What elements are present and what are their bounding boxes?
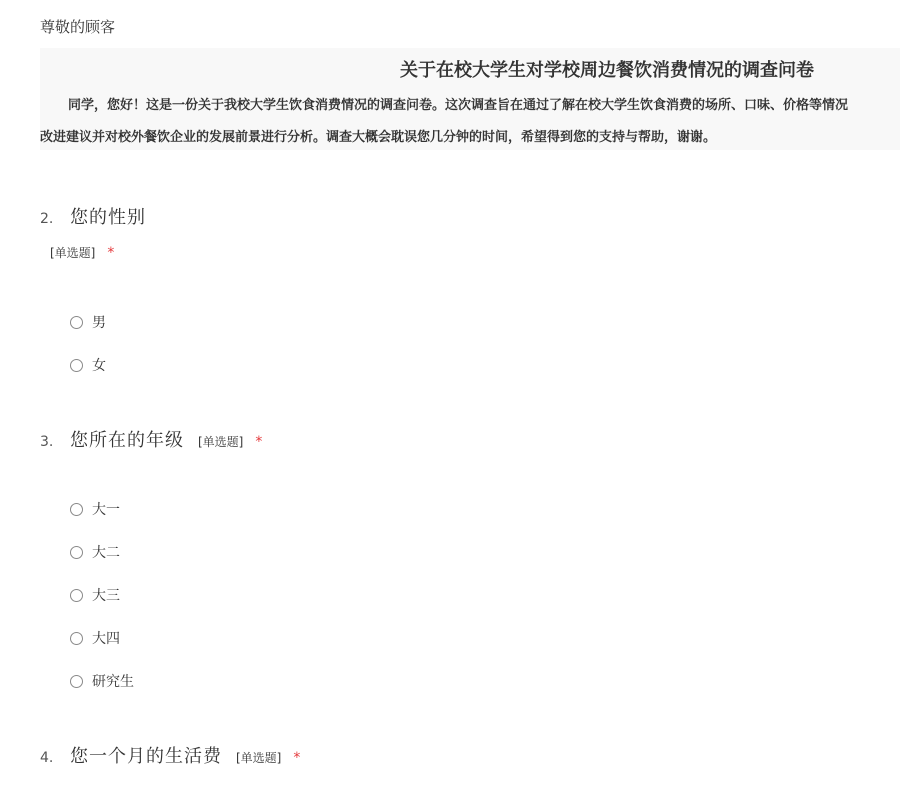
question-title: 您一个月的生活费 <box>70 746 222 767</box>
option-label: 研究生 <box>92 674 134 690</box>
survey-intro-line-1: 同学，您好！这是一份关于我校大学生饮食消费情况的调查问卷。这次调查旨在通过了解在校大学生饮食消费的场所、口味、价格等情况 <box>68 98 849 113</box>
question-type-label: [单选题] <box>198 435 244 449</box>
required-mark: * <box>107 245 115 261</box>
question-gender-type-line <box>50 242 114 261</box>
question-number: 3. <box>40 434 54 450</box>
option-label: 大三 <box>92 588 120 604</box>
option-label: 大二 <box>92 545 120 561</box>
question-type-label: [单选题] <box>236 751 282 765</box>
radio-button[interactable] <box>70 503 83 516</box>
option-grade-freshman[interactable] <box>70 499 120 519</box>
question-type-label: [单选题] <box>50 246 96 260</box>
question-grade-header <box>40 426 262 452</box>
question-title: 您的性别 <box>70 207 146 228</box>
option-grade-junior[interactable] <box>70 585 120 605</box>
option-label: 男 <box>92 315 106 331</box>
question-title: 您所在的年级 <box>70 430 184 451</box>
option-grade-sophomore[interactable] <box>70 542 120 562</box>
question-gender-header <box>40 203 146 229</box>
survey-title: 关于在校大学生对学校周边餐饮消费情况的调查问卷 <box>400 60 814 81</box>
required-mark: * <box>255 434 263 450</box>
question-allowance-header <box>40 742 300 768</box>
question-number: 4. <box>40 750 54 766</box>
survey-intro-box <box>40 48 900 150</box>
option-grade-graduate[interactable] <box>70 671 134 691</box>
radio-button[interactable] <box>70 316 83 329</box>
required-mark: * <box>293 750 301 766</box>
survey-intro-line-2: 改进建议并对校外餐饮企业的发展前景进行分析。调查大概会耽误您几分钟的时间，希望得到您的支持与帮助，谢谢。 <box>40 130 717 145</box>
option-label: 大一 <box>92 502 120 518</box>
question-number: 2. <box>40 211 54 227</box>
option-gender-female[interactable] <box>70 355 106 375</box>
greeting-text: 尊敬的顾客 <box>40 18 116 36</box>
option-grade-senior[interactable] <box>70 628 120 648</box>
option-gender-male[interactable] <box>70 312 106 332</box>
radio-button[interactable] <box>70 675 83 688</box>
option-label: 大四 <box>92 631 120 647</box>
radio-button[interactable] <box>70 546 83 559</box>
radio-button[interactable] <box>70 632 83 645</box>
radio-button[interactable] <box>70 589 83 602</box>
option-label: 女 <box>92 358 106 374</box>
radio-button[interactable] <box>70 359 83 372</box>
